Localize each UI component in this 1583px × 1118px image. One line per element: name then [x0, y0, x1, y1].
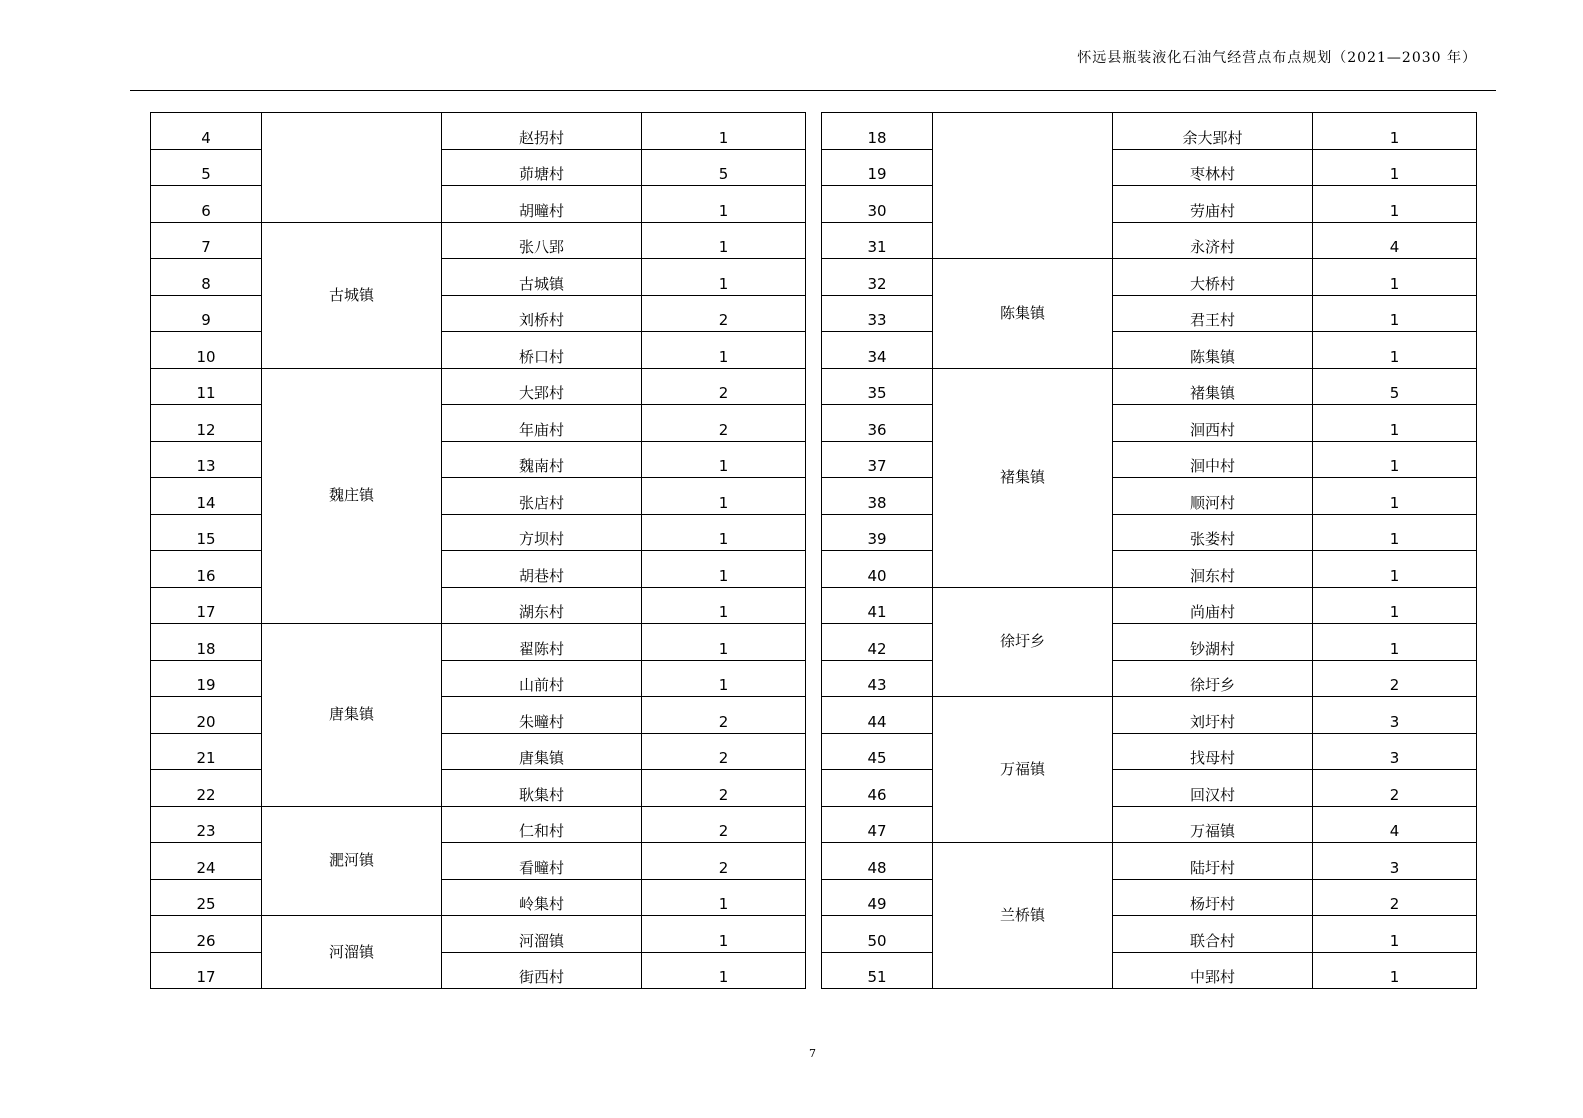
row-number-cell: 14 — [151, 478, 262, 515]
table-row — [151, 587, 806, 624]
right-table-body — [822, 113, 1477, 989]
town-name-cell: 淝河镇 — [262, 806, 442, 916]
table-row — [822, 952, 1477, 989]
outlet-count-cell: 1 — [1313, 332, 1477, 369]
table-row — [822, 806, 1477, 843]
row-number-cell: 15 — [151, 514, 262, 551]
outlet-count-cell: 1 — [642, 113, 806, 150]
outlet-count-cell: 2 — [642, 843, 806, 880]
row-number-cell: 37 — [822, 441, 933, 478]
outlet-count-cell: 2 — [642, 733, 806, 770]
outlet-count-cell: 1 — [642, 551, 806, 588]
village-name-cell: 朱疃村 — [442, 697, 642, 734]
village-name-cell: 唐集镇 — [442, 733, 642, 770]
town-name-cell: 万福镇 — [933, 697, 1113, 843]
row-number-cell: 48 — [822, 843, 933, 880]
village-name-cell: 魏南村 — [442, 441, 642, 478]
village-name-cell: 仁和村 — [442, 806, 642, 843]
row-number-cell: 44 — [822, 697, 933, 734]
table-row — [822, 514, 1477, 551]
town-name-cell: 唐集镇 — [262, 624, 442, 807]
table-row — [151, 551, 806, 588]
table-row — [822, 295, 1477, 332]
village-name-cell: 方坝村 — [442, 514, 642, 551]
row-number-cell: 23 — [151, 806, 262, 843]
table-row — [822, 916, 1477, 953]
outlet-count-cell: 2 — [642, 770, 806, 807]
left-data-table — [150, 112, 806, 989]
town-name-cell: 陈集镇 — [933, 259, 1113, 369]
town-name-cell: 古城镇 — [262, 222, 442, 368]
town-name-cell — [933, 113, 1113, 259]
outlet-count-cell: 1 — [642, 624, 806, 661]
row-number-cell: 30 — [822, 186, 933, 223]
row-number-cell: 24 — [151, 843, 262, 880]
right-data-table — [821, 112, 1477, 989]
table-row — [151, 332, 806, 369]
row-number-cell: 19 — [822, 149, 933, 186]
row-number-cell: 12 — [151, 405, 262, 442]
table-row — [822, 624, 1477, 661]
village-name-cell: 钞湖村 — [1113, 624, 1313, 661]
outlet-count-cell: 1 — [1313, 295, 1477, 332]
town-name-cell: 河溜镇 — [262, 916, 442, 989]
outlet-count-cell: 3 — [1313, 843, 1477, 880]
row-number-cell: 18 — [151, 624, 262, 661]
village-name-cell: 杨圩村 — [1113, 879, 1313, 916]
village-name-cell: 胡疃村 — [442, 186, 642, 223]
village-name-cell: 劳庙村 — [1113, 186, 1313, 223]
row-number-cell: 40 — [822, 551, 933, 588]
outlet-count-cell: 1 — [1313, 259, 1477, 296]
village-name-cell: 看疃村 — [442, 843, 642, 880]
outlet-count-cell: 1 — [1313, 551, 1477, 588]
village-name-cell: 赵拐村 — [442, 113, 642, 150]
row-number-cell: 41 — [822, 587, 933, 624]
table-row — [151, 295, 806, 332]
table-row — [822, 843, 1477, 880]
table-row — [151, 843, 806, 880]
village-name-cell: 古城镇 — [442, 259, 642, 296]
row-number-cell: 32 — [822, 259, 933, 296]
table-row — [822, 733, 1477, 770]
table-row — [822, 478, 1477, 515]
table-row — [822, 660, 1477, 697]
table-row — [822, 697, 1477, 734]
town-name-cell — [262, 113, 442, 223]
outlet-count-cell: 1 — [642, 952, 806, 989]
row-number-cell: 51 — [822, 952, 933, 989]
row-number-cell: 46 — [822, 770, 933, 807]
table-row — [822, 332, 1477, 369]
village-name-cell: 陆圩村 — [1113, 843, 1313, 880]
outlet-count-cell: 1 — [1313, 916, 1477, 953]
village-name-cell: 余大郢村 — [1113, 113, 1313, 150]
outlet-count-cell: 1 — [642, 332, 806, 369]
village-name-cell: 张娄村 — [1113, 514, 1313, 551]
village-name-cell: 万福镇 — [1113, 806, 1313, 843]
table-row — [822, 368, 1477, 405]
village-name-cell: 中郢村 — [1113, 952, 1313, 989]
row-number-cell: 9 — [151, 295, 262, 332]
outlet-count-cell: 2 — [1313, 770, 1477, 807]
village-name-cell: 耿集村 — [442, 770, 642, 807]
village-name-cell: 陈集镇 — [1113, 332, 1313, 369]
outlet-count-cell: 2 — [642, 368, 806, 405]
outlet-count-cell: 2 — [642, 806, 806, 843]
table-row — [151, 733, 806, 770]
village-name-cell: 刘桥村 — [442, 295, 642, 332]
row-number-cell: 36 — [822, 405, 933, 442]
village-name-cell: 山前村 — [442, 660, 642, 697]
table-row — [151, 405, 806, 442]
town-name-cell: 魏庄镇 — [262, 368, 442, 624]
outlet-count-cell: 1 — [642, 441, 806, 478]
village-name-cell: 回汉村 — [1113, 770, 1313, 807]
outlet-count-cell: 3 — [1313, 697, 1477, 734]
table-row — [151, 624, 806, 661]
outlet-count-cell: 2 — [642, 405, 806, 442]
outlet-count-cell: 1 — [1313, 186, 1477, 223]
table-row — [151, 806, 806, 843]
table-row — [151, 952, 806, 989]
table-row — [151, 441, 806, 478]
row-number-cell: 7 — [151, 222, 262, 259]
row-number-cell: 35 — [822, 368, 933, 405]
outlet-count-cell: 1 — [642, 478, 806, 515]
table-row — [151, 879, 806, 916]
village-name-cell: 胡巷村 — [442, 551, 642, 588]
village-name-cell: 街西村 — [442, 952, 642, 989]
row-number-cell: 5 — [151, 149, 262, 186]
outlet-count-cell: 1 — [1313, 587, 1477, 624]
row-number-cell: 38 — [822, 478, 933, 515]
village-name-cell: 张店村 — [442, 478, 642, 515]
outlet-count-cell: 1 — [642, 916, 806, 953]
table-row — [822, 222, 1477, 259]
outlet-count-cell: 1 — [642, 514, 806, 551]
table-row — [151, 916, 806, 953]
village-name-cell: 联合村 — [1113, 916, 1313, 953]
row-number-cell: 17 — [151, 587, 262, 624]
outlet-count-cell: 5 — [642, 149, 806, 186]
table-row — [822, 113, 1477, 150]
outlet-count-cell: 2 — [642, 697, 806, 734]
table-row — [822, 441, 1477, 478]
table-row — [151, 660, 806, 697]
village-name-cell: 君王村 — [1113, 295, 1313, 332]
table-row — [822, 551, 1477, 588]
outlet-count-cell: 3 — [1313, 733, 1477, 770]
table-row — [822, 149, 1477, 186]
outlet-count-cell: 5 — [1313, 368, 1477, 405]
table-row — [822, 259, 1477, 296]
row-number-cell: 21 — [151, 733, 262, 770]
row-number-cell: 47 — [822, 806, 933, 843]
table-row — [151, 478, 806, 515]
outlet-count-cell: 1 — [642, 587, 806, 624]
table-row — [822, 186, 1477, 223]
row-number-cell: 25 — [151, 879, 262, 916]
village-name-cell: 尚庙村 — [1113, 587, 1313, 624]
row-number-cell: 22 — [151, 770, 262, 807]
outlet-count-cell: 1 — [642, 222, 806, 259]
row-number-cell: 33 — [822, 295, 933, 332]
village-name-cell: 岭集村 — [442, 879, 642, 916]
row-number-cell: 6 — [151, 186, 262, 223]
row-number-cell: 50 — [822, 916, 933, 953]
outlet-count-cell: 1 — [642, 879, 806, 916]
row-number-cell: 20 — [151, 697, 262, 734]
village-name-cell: 永济村 — [1113, 222, 1313, 259]
village-name-cell: 刘圩村 — [1113, 697, 1313, 734]
table-row — [822, 405, 1477, 442]
outlet-count-cell: 1 — [1313, 113, 1477, 150]
row-number-cell: 4 — [151, 113, 262, 150]
outlet-count-cell: 1 — [1313, 441, 1477, 478]
table-row — [151, 149, 806, 186]
row-number-cell: 8 — [151, 259, 262, 296]
village-name-cell: 年庙村 — [442, 405, 642, 442]
row-number-cell: 10 — [151, 332, 262, 369]
village-name-cell: 桥口村 — [442, 332, 642, 369]
outlet-count-cell: 1 — [1313, 478, 1477, 515]
table-row — [822, 587, 1477, 624]
table-row — [151, 697, 806, 734]
row-number-cell: 11 — [151, 368, 262, 405]
row-number-cell: 34 — [822, 332, 933, 369]
row-number-cell: 49 — [822, 879, 933, 916]
table-row — [151, 186, 806, 223]
outlet-count-cell: 2 — [1313, 879, 1477, 916]
table-row — [151, 770, 806, 807]
page-number: 7 — [809, 1047, 816, 1060]
row-number-cell: 16 — [151, 551, 262, 588]
table-row — [151, 222, 806, 259]
row-number-cell: 17 — [151, 952, 262, 989]
row-number-cell: 31 — [822, 222, 933, 259]
town-name-cell: 兰桥镇 — [933, 843, 1113, 989]
row-number-cell: 43 — [822, 660, 933, 697]
village-name-cell: 洄东村 — [1113, 551, 1313, 588]
table-row — [151, 113, 806, 150]
table-row — [151, 259, 806, 296]
outlet-count-cell: 1 — [642, 259, 806, 296]
table-row — [822, 879, 1477, 916]
outlet-count-cell: 2 — [642, 295, 806, 332]
village-name-cell: 张八郢 — [442, 222, 642, 259]
town-name-cell: 徐圩乡 — [933, 587, 1113, 697]
village-name-cell: 枣林村 — [1113, 149, 1313, 186]
outlet-count-cell: 1 — [1313, 952, 1477, 989]
table-row — [151, 514, 806, 551]
header-divider — [130, 90, 1496, 91]
town-name-cell: 褚集镇 — [933, 368, 1113, 587]
row-number-cell: 26 — [151, 916, 262, 953]
village-name-cell: 翟陈村 — [442, 624, 642, 661]
outlet-count-cell: 4 — [1313, 806, 1477, 843]
outlet-count-cell: 1 — [642, 660, 806, 697]
row-number-cell: 19 — [151, 660, 262, 697]
outlet-count-cell: 1 — [642, 186, 806, 223]
village-name-cell: 大桥村 — [1113, 259, 1313, 296]
village-name-cell: 褚集镇 — [1113, 368, 1313, 405]
village-name-cell: 大郢村 — [442, 368, 642, 405]
outlet-count-cell: 1 — [1313, 514, 1477, 551]
village-name-cell: 找母村 — [1113, 733, 1313, 770]
page-header-title: 怀远县瓶装液化石油气经营点布点规划（2021—2030 年） — [1077, 50, 1477, 66]
outlet-count-cell: 1 — [1313, 405, 1477, 442]
village-name-cell: 顺河村 — [1113, 478, 1313, 515]
village-name-cell: 洄西村 — [1113, 405, 1313, 442]
outlet-count-cell: 2 — [1313, 660, 1477, 697]
village-name-cell: 洄中村 — [1113, 441, 1313, 478]
row-number-cell: 18 — [822, 113, 933, 150]
table-row — [151, 368, 806, 405]
village-name-cell: 徐圩乡 — [1113, 660, 1313, 697]
outlet-count-cell: 1 — [1313, 624, 1477, 661]
row-number-cell: 13 — [151, 441, 262, 478]
village-name-cell: 湖东村 — [442, 587, 642, 624]
row-number-cell: 45 — [822, 733, 933, 770]
outlet-count-cell: 4 — [1313, 222, 1477, 259]
outlet-count-cell: 1 — [1313, 149, 1477, 186]
row-number-cell: 39 — [822, 514, 933, 551]
table-row — [822, 770, 1477, 807]
village-name-cell: 茆塘村 — [442, 149, 642, 186]
row-number-cell: 42 — [822, 624, 933, 661]
left-table-body — [151, 113, 806, 989]
village-name-cell: 河溜镇 — [442, 916, 642, 953]
